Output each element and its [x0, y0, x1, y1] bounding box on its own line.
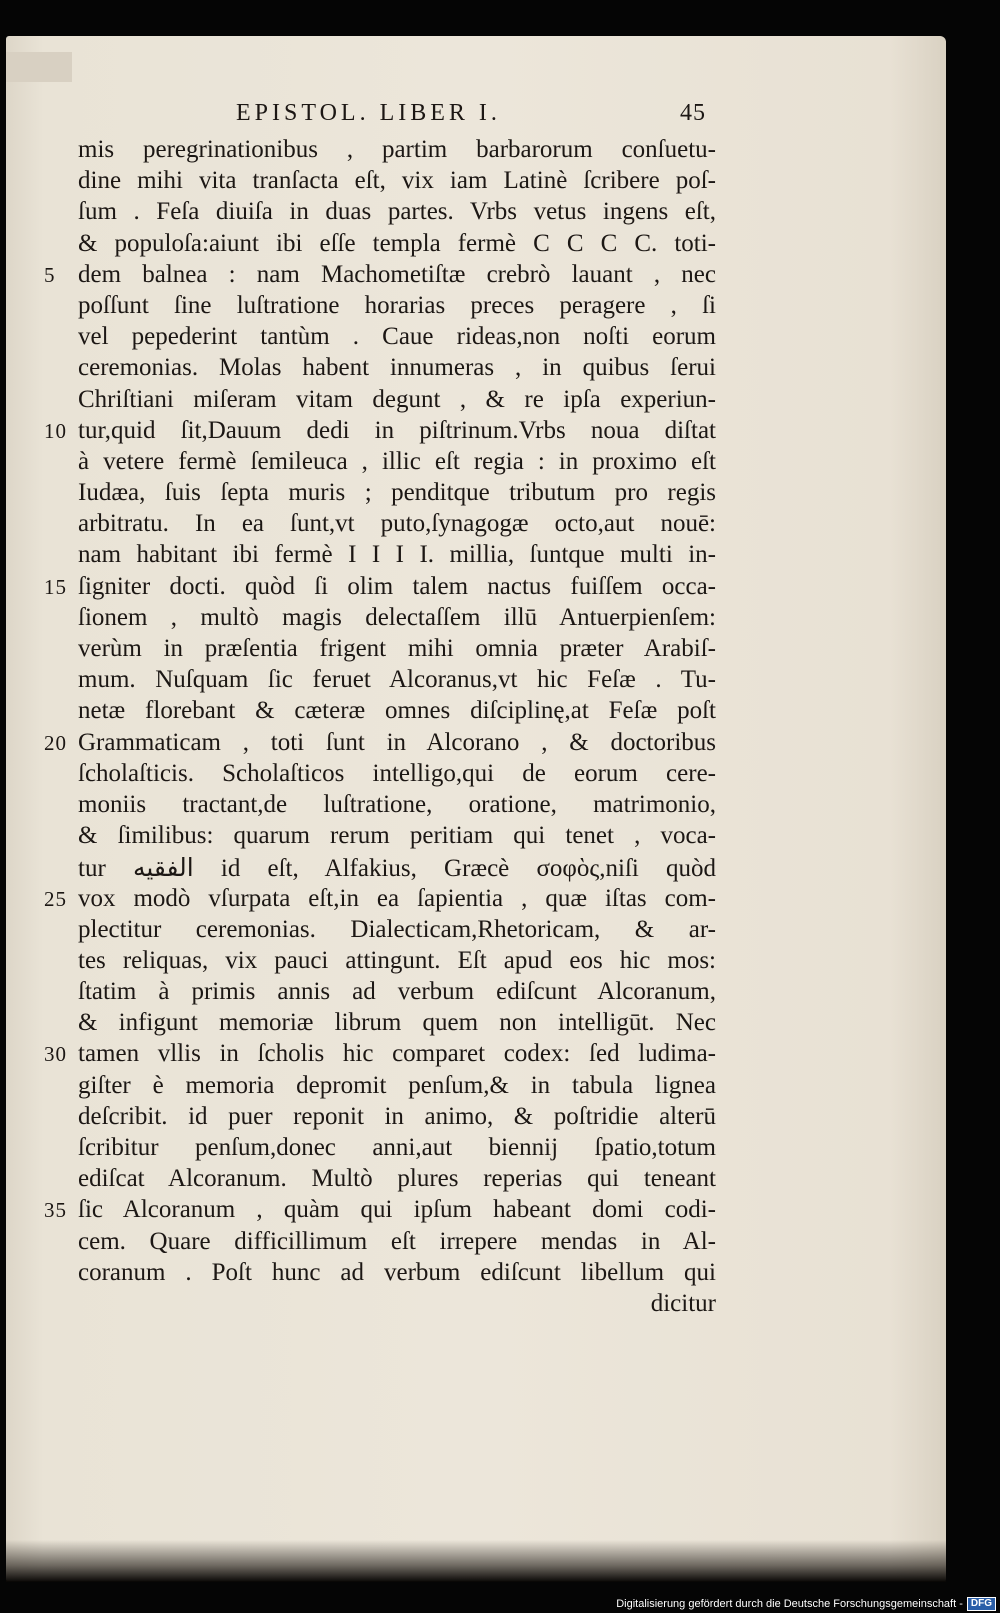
- line-text: vel pepederint tantùm . Caue rideas,non noſti eorum: [78, 323, 716, 351]
- text-line: [0, 136, 1000, 167]
- line-text: ſcholaſticis. Scholaſticos intelligo,qui de eorum cere-: [78, 759, 716, 787]
- line-text: mis peregrinationibus , partim barbarorum conſuetu-: [78, 136, 716, 163]
- text-line: [0, 947, 1000, 978]
- page-bottom-shadow: [6, 1540, 946, 1582]
- line-text: moniis tractant,de luſtratione, oratione, matrimonio,: [78, 790, 716, 818]
- line-text: netæ florebant & cæteræ omnes diſciplinę,at Feſæ poſt: [78, 697, 716, 725]
- text-line: [0, 916, 1000, 947]
- line-text: tur,quid ſit,Dauum dedi in piſtrinum.Vrbs noua diſtat: [78, 416, 716, 444]
- line-number: 5: [44, 262, 56, 287]
- line-text: ceremonias. Molas habent innumeras , in quibus ſerui: [78, 354, 716, 382]
- line-text: coranum . Poſt hunc ad verbum ediſcunt libellum qui: [78, 1258, 716, 1286]
- line-text: ſum . Feſa diuiſa in duas partes. Vrbs vetus ingens eſt,: [78, 198, 716, 226]
- line-text: & ſimilibus: quarum rerum peritiam qui tenet , voca-: [78, 822, 716, 850]
- text-line: [0, 604, 1000, 635]
- text-line: [0, 729, 1000, 760]
- running-head: EPISTOL. LIBER I.: [236, 100, 501, 126]
- page-number: 45: [680, 100, 706, 126]
- text-line: [0, 417, 1000, 448]
- line-text: & populoſa:aiunt ibi eſſe templa fermè C C C C. toti-: [78, 229, 716, 257]
- digitization-footer: [616, 1597, 996, 1611]
- line-text: poſſunt ſine luſtratione horarias preces peragere , ſi: [78, 291, 716, 319]
- line-text: vox modò vſurpata eſt,in ea ſapientia , quæ iſtas com-: [78, 884, 716, 912]
- line-text: ediſcat Alcoranum. Multò plures reperias qui teneant: [78, 1165, 716, 1193]
- text-line: [0, 479, 1000, 510]
- line-text: tes reliquas, vix pauci attingunt. Eſt apud eos hic mos:: [78, 946, 716, 974]
- text-line: [0, 1228, 1000, 1259]
- line-text: Grammaticam , toti ſunt in Alcorano , & doctoribus: [78, 728, 716, 756]
- line-text: mum. Nuſquam ſic feruet Alcoranus,vt hic Feſæ . Tu-: [78, 666, 716, 694]
- text-line: [0, 510, 1000, 541]
- text-line: [0, 573, 1000, 604]
- text-block: [0, 136, 1000, 1321]
- line-text: tur الفقيه id eſt, Alfakius, Græcè σοφὸς,niſi quòd: [78, 855, 716, 883]
- line-text: dem balnea : nam Machometiſtæ crebrò lauant , nec: [78, 260, 716, 288]
- text-line: [0, 822, 1000, 853]
- line-text: tamen vllis in ſcholis hic comparet codex: ſed ludima-: [78, 1040, 716, 1068]
- line-text: Iudæa, ſuis ſepta muris ; penditque tributum pro regis: [78, 479, 716, 507]
- text-line: [0, 666, 1000, 697]
- text-line: [0, 230, 1000, 261]
- text-line: [0, 323, 1000, 354]
- page-corner-tab: [6, 52, 72, 82]
- text-line: [0, 853, 1000, 884]
- text-line: [0, 261, 1000, 292]
- text-line: [0, 386, 1000, 417]
- text-line: [0, 167, 1000, 198]
- line-text: cem. Quare difficillimum eſt irrepere mendas in Al-: [78, 1227, 716, 1255]
- text-line: [0, 635, 1000, 666]
- line-text: & infigunt memoriæ librum quem non intelligūt. Nec: [78, 1009, 716, 1037]
- text-line: [0, 697, 1000, 728]
- text-line: [0, 1009, 1000, 1040]
- footer-credit: Digitalisierung gefördert durch die Deutsche Forschungsgemeinschaft -: [616, 1598, 963, 1610]
- line-text: ſcribitur penſum,donec anni,aut biennij ſpatio,totum: [78, 1134, 716, 1161]
- text-line: [0, 885, 1000, 916]
- dfg-logo: DFG: [967, 1597, 996, 1611]
- line-number: 25: [44, 886, 67, 911]
- line-text: ſic Alcoranum , quàm qui ipſum habeant domi codi-: [78, 1196, 716, 1224]
- text-line: [0, 1165, 1000, 1196]
- line-text: arbitratu. In ea ſunt,vt puto,ſynagogæ octo,aut nouē:: [78, 510, 716, 538]
- text-line: [0, 448, 1000, 479]
- line-text: Chriſtiani miſeram vitam degunt , & re ipſa experiun-: [78, 385, 716, 413]
- catchword: dicitur: [650, 1289, 716, 1317]
- line-number: 20: [44, 730, 67, 755]
- text-line: [0, 1103, 1000, 1134]
- text-line: [0, 760, 1000, 791]
- text-line: [0, 292, 1000, 323]
- line-number: 35: [44, 1198, 67, 1223]
- line-text: deſcribit. id puer reponit in animo, & poſtridie alterū: [78, 1102, 716, 1130]
- text-line: [0, 198, 1000, 229]
- text-line: [0, 1072, 1000, 1103]
- line-number: 15: [44, 574, 67, 599]
- text-line: [0, 1040, 1000, 1071]
- line-text: plectitur ceremonias. Dialecticam,Rhetoricam, & ar-: [78, 915, 716, 943]
- line-text: giſter è memoria depromit penſum,& in tabula lignea: [78, 1071, 716, 1099]
- line-text: ſtatim à primis annis ad verbum ediſcunt Alcoranum,: [78, 978, 716, 1006]
- text-line: [0, 541, 1000, 572]
- line-text: ſionem , multò magis delectaſſem illū Antuerpienſem:: [78, 603, 716, 631]
- text-line: [0, 791, 1000, 822]
- line-text: ſigniter docti. quòd ſi olim talem nactus fuiſſem occa-: [78, 572, 716, 600]
- line-number: 10: [44, 418, 67, 443]
- line-text: nam habitant ibi fermè I I I I. millia, ſuntque multi in-: [78, 541, 716, 569]
- line-text: dine mihi vita tranſacta eſt, vix iam Latinè ſcribere poſ-: [78, 167, 716, 195]
- text-line: [0, 978, 1000, 1009]
- line-number: 30: [44, 1042, 67, 1067]
- text-line: [0, 1134, 1000, 1165]
- text-line: [0, 1196, 1000, 1227]
- text-line: [0, 354, 1000, 385]
- line-text: verùm in præſentia frigent mihi omnia præter Arabiſ-: [78, 635, 716, 662]
- line-text: à vetere fermè ſemileuca , illic eſt regia : in proximo eſt: [78, 447, 716, 475]
- catchword-line: [0, 1290, 1000, 1321]
- text-line: [0, 1259, 1000, 1290]
